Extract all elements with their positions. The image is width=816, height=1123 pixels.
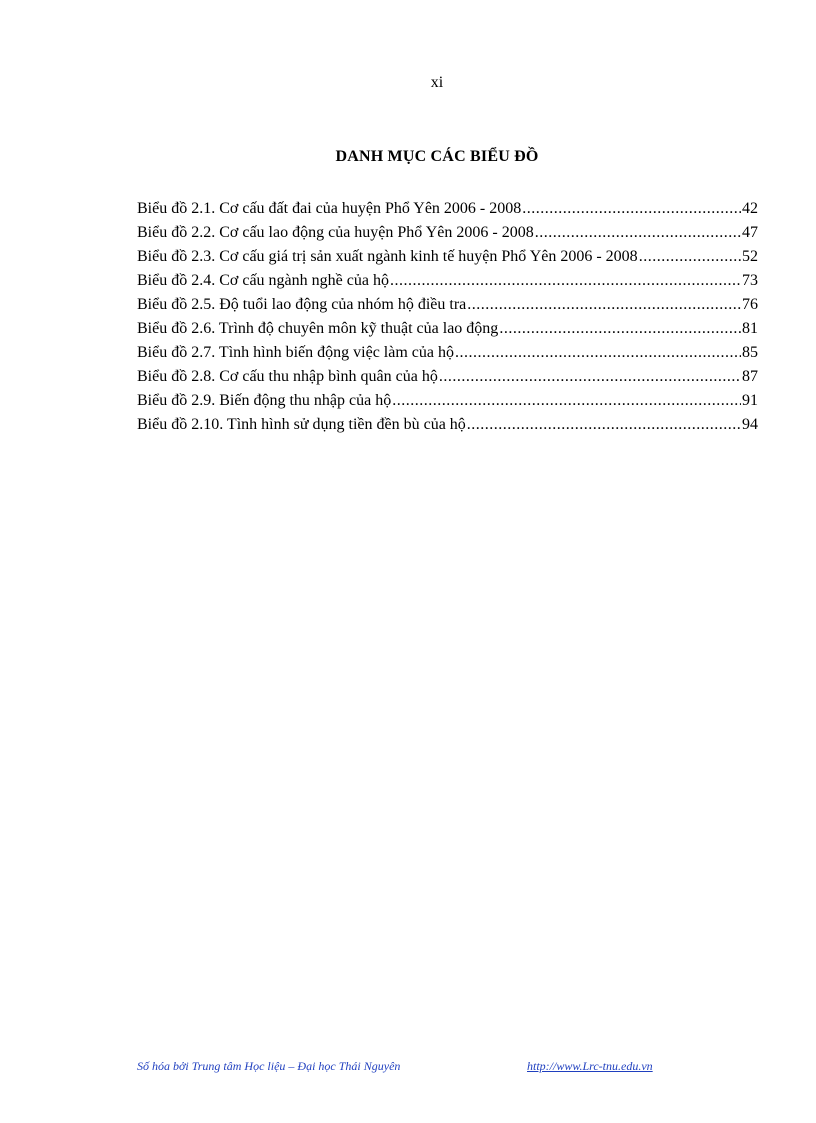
dot-leader (390, 269, 741, 293)
entry-label: Biểu đồ 2.4. Cơ cấu ngành nghề của hộ (137, 272, 389, 289)
list-item[interactable] (137, 317, 758, 341)
entry-page: 52 (742, 248, 758, 265)
dot-leader (535, 221, 741, 245)
page-number: xi (430, 74, 444, 91)
chart-list (137, 197, 758, 437)
dot-leader (639, 245, 741, 269)
entry-page: 73 (742, 272, 758, 289)
list-item[interactable] (137, 245, 758, 269)
dot-leader (455, 341, 741, 365)
list-item[interactable] (137, 341, 758, 365)
entry-label: Biểu đồ 2.7. Tình hình biến động việc làm của hộ (137, 344, 454, 361)
entry-page: 81 (742, 320, 758, 337)
entry-label: Biểu đồ 2.1. Cơ cấu đất đai của huyện Phổ Yên 2006 - 2008 (137, 200, 522, 217)
list-item[interactable] (137, 197, 758, 221)
entry-label: Biểu đồ 2.2. Cơ cấu lao động của huyện Phổ Yên 2006 - 2008 (137, 224, 534, 241)
entry-label: Biểu đồ 2.8. Cơ cấu thu nhập bình quân của hộ (137, 368, 438, 385)
dot-leader (522, 197, 741, 221)
list-item[interactable] (137, 293, 758, 317)
entry-label: Biểu đồ 2.9. Biến động thu nhập của hộ (137, 392, 392, 409)
entry-page: 47 (742, 224, 758, 241)
footer-url-link[interactable]: http://www.Lrc-tnu.edu.vn (527, 1059, 653, 1073)
list-item[interactable] (137, 413, 758, 437)
list-item[interactable] (137, 365, 758, 389)
dot-leader (439, 365, 741, 389)
list-item[interactable] (137, 389, 758, 413)
entry-label: Biểu đồ 2.3. Cơ cấu giá trị sản xuất ngành kinh tế huyện Phổ Yên 2006 - 2008 (137, 248, 638, 265)
footer-credit: Số hóa bởi Trung tâm Học liệu – Đại học Thái Nguyên (137, 1059, 401, 1073)
page-title: DANH MỤC CÁC BIỂU ĐỒ (335, 148, 539, 165)
dot-leader (467, 413, 741, 437)
list-item[interactable] (137, 221, 758, 245)
dot-leader (499, 317, 741, 341)
dot-leader (392, 389, 741, 413)
entry-page: 42 (742, 200, 758, 217)
entry-label: Biểu đồ 2.5. Độ tuổi lao động của nhóm hộ điều tra (137, 296, 467, 313)
entry-label: Biểu đồ 2.10. Tình hình sử dụng tiền đền bù của hộ (137, 416, 466, 433)
entry-label: Biểu đồ 2.6. Trình độ chuyên môn kỹ thuật của lao động (137, 320, 499, 337)
entry-page: 76 (742, 296, 758, 313)
entry-page: 94 (742, 416, 758, 433)
entry-page: 91 (742, 392, 758, 409)
entry-page: 85 (742, 344, 758, 361)
entry-page: 87 (742, 368, 758, 385)
dot-leader (467, 293, 741, 317)
list-item[interactable] (137, 269, 758, 293)
